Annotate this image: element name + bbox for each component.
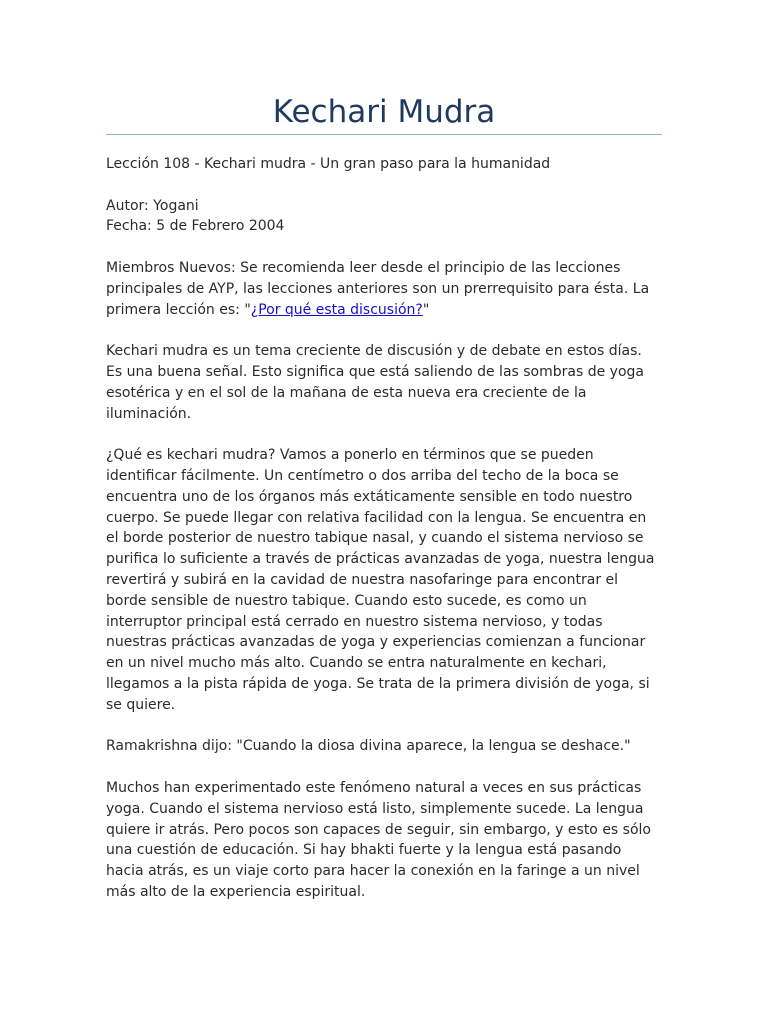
title-divider	[106, 134, 662, 135]
first-lesson-link[interactable]: ¿Por qué esta discusión?	[250, 301, 423, 318]
body-paragraph-2: ¿Qué es kechari mudra? Vamos a ponerlo en términos que se pueden identificar fácilmente. Un centímetro o dos arriba del techo de la boca se encuentra uno de los órganos más extáticamente sensible en todo nuestro cuerpo. Se puede llegar con relativa facilidad con la lengua. Se encuentra en el borde posterior de nuestro tabique nasal, y cuando el sistema nervioso se purifica lo suficiente a través de prácticas avanzadas de yoga, nuestra lengua revertirá y subirá en la cavidad de nuestra nasofaringe para encontrar el borde sensible de nuestro tabique. Cuando esto sucede, es como un interruptor principal está cerrado en nuestro sistema nervioso, y todas nuestras prácticas avanzadas de yoga y experiencias comienzan a funcionar en un nivel mucho más alto. Cuando se entra naturalmente en kechari, llegamos a la pista rápida de yoga. Se trata de la primera división de yoga, si se quiere.	[106, 447, 655, 713]
body-paragraph-1: Kechari mudra es un tema creciente de discusión y de debate en estos días. Es una buena señal. Esto significa que está saliendo de las sombras de yoga esotérica y en el sol de la mañana de esta nueva era creciente de la iluminación.	[106, 343, 644, 422]
intro-text: Miembros Nuevos: Se recomienda leer desde el principio de las lecciones principales de AYP, las lecciones anteriores son un prerrequisito para ésta. La primera lección es: "	[106, 259, 650, 318]
date-line: Fecha: 5 de Febrero 2004	[106, 218, 285, 235]
lesson-heading: Lección 108 - Kechari mudra - Un gran paso para la humanidad	[106, 156, 551, 172]
body-paragraph-3: Ramakrishna dijo: "Cuando la diosa divina aparece, la lengua se deshace."	[106, 738, 631, 755]
intro-text-end: "	[422, 301, 430, 318]
meta-block	[106, 196, 662, 238]
intro-paragraph	[106, 258, 662, 320]
page-title: Kechari Mudra	[272, 94, 496, 130]
body-paragraph-4: Muchos han experimentado este fenómeno natural a veces en sus prácticas yoga. Cuando el sistema nervioso está listo, simplemente sucede. La lengua quiere ir atrás. Pero pocos son capaces de seguir, sin embargo, y esto es sólo una cuestión de educación. Si hay bhakti fuerte y la lengua está pasando hacia atrás, es un viaje corto para hacer la conexión en la faringe a un nivel más alto de la experiencia espiritual.	[106, 779, 651, 900]
author-line: Autor: Yogani	[106, 197, 199, 214]
document-page	[106, 88, 662, 923]
